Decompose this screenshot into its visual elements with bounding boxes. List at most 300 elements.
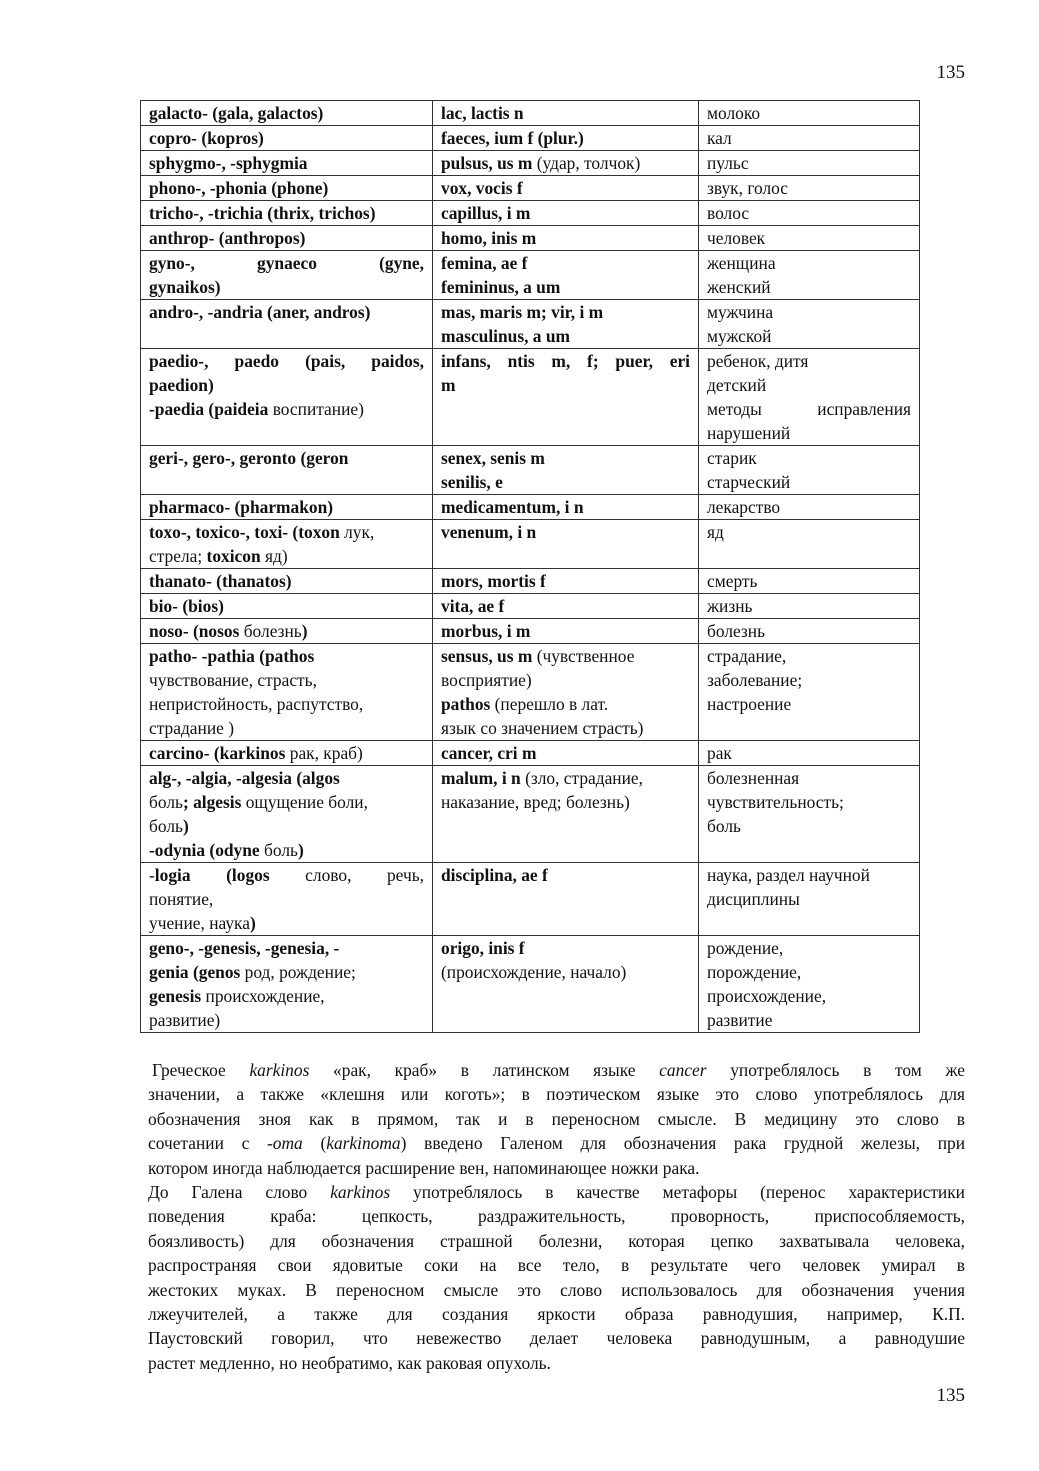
table-row (141, 126, 920, 151)
table-row (141, 349, 920, 446)
text-line (441, 644, 690, 668)
text-line (441, 151, 690, 175)
text-segment: растет медленно, но необратимо, как раковая опухоль. (148, 1352, 551, 1373)
text-line (149, 520, 424, 544)
table-row (141, 936, 920, 1033)
text-segment: настроение (707, 694, 792, 714)
latin-term-cell (433, 226, 699, 251)
text-line (148, 1253, 965, 1277)
text-segment: пульс (707, 153, 749, 173)
text-segment: порождение, (707, 962, 802, 982)
greek-element-cell (141, 251, 433, 300)
text-line (149, 984, 424, 1008)
text-segment: galacto- (gala, galactos) (149, 103, 324, 123)
text-segment: происхождение, (201, 986, 325, 1006)
text-line (149, 349, 424, 373)
text-line (149, 300, 424, 324)
text-segment: яд (707, 522, 724, 542)
russian-meaning-cell (699, 644, 920, 741)
text-segment: noso- (nosos (149, 621, 240, 641)
latin-term-cell (433, 201, 699, 226)
latin-term-cell (433, 594, 699, 619)
text-line (441, 960, 690, 984)
text-segment: страдание ) (149, 718, 234, 738)
text-segment: значении, а также «клешня или коготь»; в поэтическом языке это слово употреблялось для (148, 1084, 965, 1105)
text-line (441, 766, 690, 790)
table-row (141, 520, 920, 569)
text-line (149, 887, 424, 911)
latin-term-cell (433, 446, 699, 495)
text-line (707, 936, 911, 960)
text-line (149, 911, 424, 935)
greek-element-cell (141, 101, 433, 126)
text-line (707, 594, 911, 618)
text-line (441, 790, 690, 814)
table-row (141, 863, 920, 936)
text-segment: karkinos (330, 1182, 391, 1203)
text-line (148, 1302, 965, 1326)
text-line (149, 838, 424, 862)
text-segment: распространяя свои ядовитые соки на все тело, в результате чего человек умирал в (148, 1255, 965, 1276)
text-line (149, 863, 424, 887)
table-row (141, 594, 920, 619)
text-segment: употреблялось в качестве метафоры (перенос характеристики (390, 1182, 965, 1203)
text-line (707, 101, 911, 125)
terms-table (140, 100, 920, 1033)
text-line (707, 692, 911, 716)
text-segment: сочетании с - (148, 1133, 273, 1154)
text-segment: origo, inis f (441, 938, 525, 958)
text-segment: (происхождение, начало) (441, 962, 627, 982)
text-segment: (перешло в лат. (490, 694, 609, 714)
text-segment: котором иногда наблюдается расширение вен, напоминающее ножки рака. (148, 1157, 700, 1178)
text-line (707, 470, 911, 494)
text-segment: наказание, вред; болезнь) (441, 792, 630, 812)
text-line (148, 1326, 965, 1350)
greek-element-cell (141, 201, 433, 226)
text-segment: masculinus, a um (441, 326, 571, 346)
table-row (141, 176, 920, 201)
greek-element-cell (141, 446, 433, 495)
text-line (441, 349, 690, 373)
text-segment: (зло, страдание, (520, 768, 643, 788)
text-segment: copro- (kopros) (149, 128, 264, 148)
text-segment: жизнь (707, 596, 753, 616)
russian-meaning-cell (699, 251, 920, 300)
text-line (441, 176, 690, 200)
text-line (707, 766, 911, 790)
text-segment: употреблялось в том же (706, 1060, 965, 1080)
text-line (149, 766, 424, 790)
text-segment: paedion) (149, 375, 214, 395)
text-line (149, 936, 424, 960)
text-segment: sphygmo-, -sphygmia (149, 153, 308, 173)
text-segment: malum, i n (441, 768, 521, 788)
text-line (707, 619, 911, 643)
text-line (441, 692, 690, 716)
text-segment: развитие (707, 1010, 773, 1030)
text-line (441, 668, 690, 692)
text-segment: morbus, i m (441, 621, 531, 641)
text-line (707, 984, 911, 1008)
text-segment: paedio-, paedo (pais, paidos, (149, 351, 424, 371)
russian-meaning-cell (699, 349, 920, 446)
text-segment: tricho-, -trichia (thrix, trichos) (149, 203, 376, 223)
text-line (148, 1278, 965, 1302)
text-segment: patho- -pathia (pathos (149, 646, 315, 666)
greek-element-cell (141, 619, 433, 644)
text-line (148, 1351, 965, 1375)
text-segment: gyno-, gynaeco (gyne, (149, 253, 424, 273)
text-segment: происхождение, (707, 986, 827, 1006)
text-segment: звук, голос (707, 178, 789, 198)
text-segment: geno-, -genesis, -genesia, - (149, 938, 340, 958)
latin-term-cell (433, 741, 699, 766)
text-line (707, 569, 911, 593)
text-segment: ощущение боли, (241, 792, 368, 812)
table-row (141, 569, 920, 594)
russian-meaning-cell (699, 300, 920, 349)
table-row (141, 446, 920, 495)
text-line (149, 544, 424, 568)
table-row (141, 251, 920, 300)
text-segment: lac, lactis n (441, 103, 524, 123)
text-line (148, 1107, 965, 1131)
text-segment: -odynia (odyne (149, 840, 260, 860)
text-segment: ) (249, 913, 256, 933)
greek-element-cell (141, 126, 433, 151)
text-line (149, 619, 424, 643)
russian-meaning-cell (699, 766, 920, 863)
text-line (149, 201, 424, 225)
text-segment: cancer (659, 1060, 707, 1080)
text-segment: лекарство (707, 497, 781, 517)
latin-term-cell (433, 349, 699, 446)
text-segment: carcino- (karkinos (149, 743, 286, 763)
latin-term-cell (433, 766, 699, 863)
text-line (707, 520, 911, 544)
text-line (441, 101, 690, 125)
text-segment: болезнь (239, 621, 302, 641)
greek-element-cell (141, 300, 433, 349)
text-line (707, 887, 911, 911)
text-line (149, 1008, 424, 1032)
text-line (149, 151, 424, 175)
latin-term-cell (433, 520, 699, 569)
text-line (149, 644, 424, 668)
text-line (441, 373, 690, 397)
text-segment: vita, ae f (441, 596, 505, 616)
text-segment: непристойность, распутство, (149, 694, 364, 714)
greek-element-cell (141, 151, 433, 176)
text-segment: болезнь (707, 621, 766, 641)
greek-element-cell (141, 226, 433, 251)
text-line (149, 251, 424, 275)
text-segment: рождение, (707, 938, 784, 958)
russian-meaning-cell (699, 151, 920, 176)
table-row (141, 201, 920, 226)
text-line (441, 251, 690, 275)
text-line (707, 863, 911, 887)
text-segment: язык со значением страсть) (441, 718, 644, 738)
latin-term-cell (433, 151, 699, 176)
latin-term-cell (433, 936, 699, 1033)
text-segment: karkinos (249, 1060, 310, 1080)
text-line (441, 300, 690, 324)
text-segment: thanato- (thanatos) (149, 571, 292, 591)
text-segment: ) введено Галеном для обозначения рака грудной железы, при (400, 1133, 966, 1154)
text-segment: детский (707, 375, 767, 395)
text-line (148, 1156, 965, 1180)
text-segment: боль (149, 816, 183, 836)
text-segment: homo, inis m (441, 228, 537, 248)
text-segment: faeces, ium f (plur.) (441, 128, 584, 148)
text-line (148, 1180, 965, 1204)
text-segment: disciplina, ae f (441, 865, 548, 885)
latin-term-cell (433, 619, 699, 644)
text-line (441, 495, 690, 519)
text-segment: bio- (bios) (149, 596, 224, 616)
text-segment: alg-, -algia, -algesia (algos (149, 768, 340, 788)
text-line (149, 569, 424, 593)
text-segment: нарушений (707, 423, 791, 443)
greek-element-cell (141, 936, 433, 1033)
text-segment: anthrop- (anthropos) (149, 228, 306, 248)
text-line (707, 741, 911, 765)
text-line (707, 373, 911, 397)
text-line (149, 814, 424, 838)
text-segment: старческий (707, 472, 791, 492)
text-segment: m (441, 375, 456, 395)
text-segment: восприятие) (441, 670, 532, 690)
text-segment: genesis (149, 986, 202, 1006)
russian-meaning-cell (699, 201, 920, 226)
text-line (707, 668, 911, 692)
text-segment: pulsus, us m (441, 153, 533, 173)
table-row (141, 101, 920, 126)
greek-element-cell (141, 176, 433, 201)
latin-term-cell (433, 863, 699, 936)
table-row (141, 226, 920, 251)
text-segment: боль (707, 816, 741, 836)
text-line (707, 397, 911, 421)
text-segment: яд) (260, 546, 288, 566)
text-line (149, 692, 424, 716)
russian-meaning-cell (699, 495, 920, 520)
text-segment: gynaikos) (149, 277, 221, 297)
table-row (141, 495, 920, 520)
text-line (149, 373, 424, 397)
text-segment: чувствительность; (707, 792, 844, 812)
text-segment: поведения краба: цепкость, раздражительность, проворность, приспособляемость, (148, 1206, 965, 1227)
text-segment: senex, senis m (441, 448, 545, 468)
text-segment: болезненная (707, 768, 800, 788)
text-segment: дисциплины (707, 889, 800, 909)
text-segment: Паустовский говорил, что невежество делает человека равнодушным, а равнодушие (148, 1328, 965, 1349)
text-line (149, 594, 424, 618)
russian-meaning-cell (699, 226, 920, 251)
text-segment: capillus, i m (441, 203, 531, 223)
text-line (707, 226, 911, 250)
text-segment: «рак, краб» в латинском языке (309, 1060, 660, 1080)
text-line (707, 960, 911, 984)
text-segment: venenum, i n (441, 522, 537, 542)
text-segment: кал (707, 128, 732, 148)
table-row (141, 741, 920, 766)
text-line (149, 668, 424, 692)
page-number-bottom: 135 (936, 1385, 965, 1406)
text-line (149, 741, 424, 765)
text-line (149, 101, 424, 125)
latin-term-cell (433, 251, 699, 300)
text-segment: наука, раздел научной (707, 865, 870, 885)
text-line (149, 126, 424, 150)
page-number-top: 135 (936, 62, 965, 83)
russian-meaning-cell (699, 741, 920, 766)
text-segment: молоко (707, 103, 761, 123)
latin-term-cell (433, 569, 699, 594)
text-segment: (удар, толчок) (532, 153, 641, 173)
text-segment: senilis, e (441, 472, 503, 492)
text-line (441, 520, 690, 544)
latin-term-cell (433, 644, 699, 741)
text-segment: мужчина (707, 302, 774, 322)
text-segment: pathos (441, 694, 491, 714)
table-row (141, 619, 920, 644)
text-line (149, 446, 424, 470)
greek-element-cell (141, 766, 433, 863)
russian-meaning-cell (699, 126, 920, 151)
paragraph (148, 1180, 965, 1375)
text-line (441, 863, 690, 887)
text-line (707, 644, 911, 668)
text-segment: karkinoma (326, 1133, 401, 1154)
text-segment: ; algesis (182, 792, 242, 812)
text-line (707, 349, 911, 373)
text-segment: методы исправления (707, 399, 911, 419)
text-line (441, 569, 690, 593)
text-line (707, 126, 911, 150)
text-segment: смерть (707, 571, 758, 591)
text-segment: toxicon (206, 546, 261, 566)
text-line (441, 741, 690, 765)
text-line (707, 790, 911, 814)
text-line (149, 716, 424, 740)
text-segment: лук, (339, 522, 375, 542)
text-segment: женский (707, 277, 771, 297)
greek-element-cell (141, 520, 433, 569)
text-segment: рак, краб) (285, 743, 363, 763)
text-line (441, 619, 690, 643)
text-segment: ) (297, 840, 304, 860)
text-line (707, 324, 911, 348)
text-segment: ) (301, 621, 308, 641)
text-line (707, 446, 911, 470)
text-segment: femina, ae f (441, 253, 528, 273)
text-segment: волос (707, 203, 750, 223)
latin-term-cell (433, 300, 699, 349)
latin-term-cell (433, 101, 699, 126)
text-segment: oma (272, 1133, 303, 1154)
text-line (441, 126, 690, 150)
text-segment: развитие) (149, 1010, 221, 1030)
russian-meaning-cell (699, 863, 920, 936)
text-segment: pharmaco- (pharmakon) (149, 497, 334, 517)
text-line (441, 324, 690, 348)
text-line (707, 1008, 911, 1032)
text-segment: sensus, us m (441, 646, 533, 666)
text-segment: medicamentum, i n (441, 497, 584, 517)
text-segment: infans, ntis m, f; puer, eri (441, 351, 690, 371)
paragraph (148, 1058, 965, 1180)
text-line (148, 1058, 965, 1082)
text-segment: ) (182, 816, 189, 836)
text-line (441, 594, 690, 618)
text-line (149, 960, 424, 984)
text-segment: mors, mortis f (441, 571, 546, 591)
text-segment: боязливость) для обозначения страшной болезни, которая цепко захватывала человека, (148, 1230, 965, 1251)
body-text (148, 1058, 965, 1375)
text-line (148, 1131, 965, 1155)
text-line (707, 176, 911, 200)
text-segment: Греческое (152, 1060, 250, 1080)
text-line (707, 275, 911, 299)
text-line (149, 275, 424, 299)
text-segment: человек (707, 228, 766, 248)
terms-table-body (141, 101, 920, 1033)
text-line (441, 201, 690, 225)
text-segment: genia (genos (149, 962, 241, 982)
text-line (707, 814, 911, 838)
table-row (141, 644, 920, 741)
text-segment: боль (149, 792, 183, 812)
text-line (149, 226, 424, 250)
latin-term-cell (433, 495, 699, 520)
text-segment: род, рождение; (240, 962, 356, 982)
russian-meaning-cell (699, 520, 920, 569)
text-segment: мужской (707, 326, 772, 346)
text-segment: учение, наука (149, 913, 250, 933)
text-line (148, 1229, 965, 1253)
text-segment: -paedia (paideia (149, 399, 269, 419)
text-segment: logia (logos (154, 865, 270, 885)
greek-element-cell (141, 863, 433, 936)
text-segment: лжеучителей, а также для создания яркости образа равнодушия, например, К.П. (148, 1304, 965, 1325)
russian-meaning-cell (699, 619, 920, 644)
text-line (441, 716, 690, 740)
text-segment: боль (259, 840, 298, 860)
text-line (148, 1082, 965, 1106)
text-line (707, 495, 911, 519)
text-segment: обозначения зноя как в прямом, так и в переносном смысле. В медицину это слово в (148, 1108, 965, 1129)
table-row (141, 300, 920, 349)
text-segment: ( (302, 1133, 327, 1154)
text-line (441, 936, 690, 960)
text-segment: toxo-, toxico-, toxi- (toxon (149, 522, 340, 542)
text-line (149, 790, 424, 814)
latin-term-cell (433, 126, 699, 151)
text-line (149, 397, 424, 421)
text-segment: - (149, 865, 155, 885)
text-line (707, 251, 911, 275)
text-segment: женщина (707, 253, 776, 273)
text-segment: mas, maris m; vir, i m (441, 302, 604, 322)
text-segment: заболевание; (707, 670, 803, 690)
text-segment: воспитание) (268, 399, 364, 419)
text-line (707, 421, 911, 445)
text-segment: стрела; (149, 546, 207, 566)
greek-element-cell (141, 349, 433, 446)
